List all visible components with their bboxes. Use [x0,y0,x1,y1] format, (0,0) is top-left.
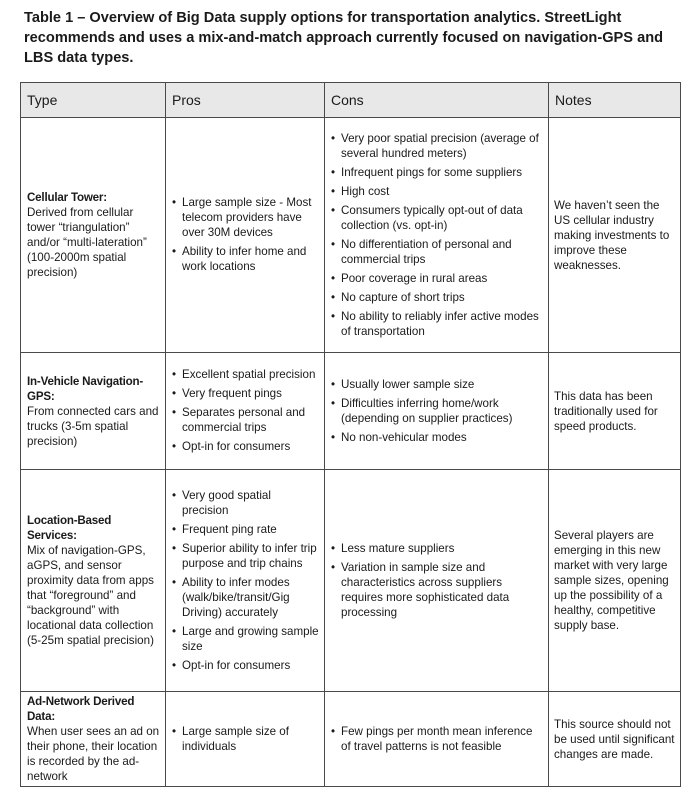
pros-list-item: • Large and growing sample size [172,624,320,654]
cons-list-item: • Less mature suppliers [331,541,544,556]
cons-list-item: • No capture of short trips [331,290,544,305]
type-title: In-Vehicle Navigation-GPS: [27,374,144,403]
cons-list-item: • Infrequent pings for some suppliers [331,165,544,180]
cons-list [331,377,544,445]
cons-list [331,131,544,339]
cons-list [331,541,544,620]
type-title: Location-Based Services: [27,514,112,542]
cons-cell [325,692,549,787]
pros-cell [166,353,325,470]
table-caption: Table 1 – Overview of Big Data supply options for transportation analytics. StreetLight recommends and uses a mix-and-match approach currently focused on navigation-GPS and LBS data types. [24,10,664,66]
cons-cell [325,470,549,692]
table-row-ad-network-derived-data [21,692,681,787]
cons-list-item: • Usually lower sample size [331,377,544,392]
pros-cell [166,470,325,692]
cons-list-item: • Difficulties inferring home/work (depending on supplier practices) [331,396,544,426]
header-pros: Pros [166,83,325,118]
pros-list [172,195,320,274]
type-cell [21,692,166,787]
type-cell [21,353,166,470]
table-row-cellular-tower [21,118,681,353]
notes-cell: This data has been traditionally used for speed products. [549,353,681,470]
pros-list-item: • Ability to infer modes (walk/bike/transit/Gig Driving) accurately [172,575,320,620]
data-supply-table [20,82,681,787]
pros-list-item: • Opt-in for consumers [172,658,320,673]
notes-cell: Several players are emerging in this new market with very large sample sizes, opening up the possibility of a healthy, competitive supply base. [549,470,681,692]
pros-cell [166,118,325,353]
pros-list-item: • Excellent spatial precision [172,367,320,382]
pros-list [172,367,320,454]
type-description: Derived from cellular tower “triangulation” and/or “multi-lateration” (100-2000m spatial precision) [27,206,147,279]
table-row-in-vehicle-navigation-gps [21,353,681,470]
cons-list-item: • Very poor spatial precision (average of several hundred meters) [331,131,544,161]
header-cons: Cons [325,83,549,118]
header-type: Type [21,83,166,118]
cons-list-item: • No non-vehicular modes [331,430,544,445]
pros-list-item: • Superior ability to infer trip purpose and trip chains [172,541,320,571]
header-notes: Notes [549,83,681,118]
cons-list-item: • Consumers typically opt-out of data collection (vs. opt-in) [331,203,544,233]
pros-list-item: • Very good spatial precision [172,488,320,518]
cons-list-item: • No differentiation of personal and commercial trips [331,237,544,267]
cons-list [331,724,544,754]
pros-list [172,488,320,673]
cons-list-item: • Few pings per month mean inference of travel patterns is not feasible [331,724,544,754]
pros-list-item: • Frequent ping rate [172,522,320,537]
pros-list-item: • Opt-in for consumers [172,439,320,454]
type-title: Cellular Tower: [27,191,107,204]
type-description: From connected cars and trucks (3-5m spatial precision) [27,404,159,448]
cons-cell [325,118,549,353]
type-cell [21,470,166,692]
pros-list-item: • Very frequent pings [172,386,320,401]
cons-list-item: • Variation in sample size and characteristics across suppliers requires more sophisticated data processing [331,560,544,620]
type-description: Mix of navigation-GPS, aGPS, and sensor proximity data from apps that “foreground” and “background” with locational data collection (5-25m spatial precision) [27,544,154,647]
notes-cell: We haven’t seen the US cellular industry making investments to improve these weaknesses. [549,118,681,353]
cons-list-item: • High cost [331,184,544,199]
type-cell [21,118,166,353]
cons-cell [325,353,549,470]
cons-list-item: • Poor coverage in rural areas [331,271,544,286]
pros-list-item: • Ability to infer home and work locations [172,244,320,274]
notes-cell: This source should not be used until significant changes are made. [549,692,681,787]
pros-list-item: • Large sample size - Most telecom providers have over 30M devices [172,195,320,240]
pros-list-item: • Separates personal and commercial trips [172,405,320,435]
header-row [21,83,681,118]
pros-list [172,724,320,754]
pros-cell [166,692,325,787]
pros-list-item: • Large sample size of individuals [172,724,320,754]
type-description: When user sees an ad on their phone, their location is recorded by the ad-network [27,725,160,783]
table-row-location-based-services [21,470,681,692]
type-title: Ad-Network Derived Data: [27,695,135,723]
cons-list-item: • No ability to reliably infer active modes of transportation [331,309,544,339]
